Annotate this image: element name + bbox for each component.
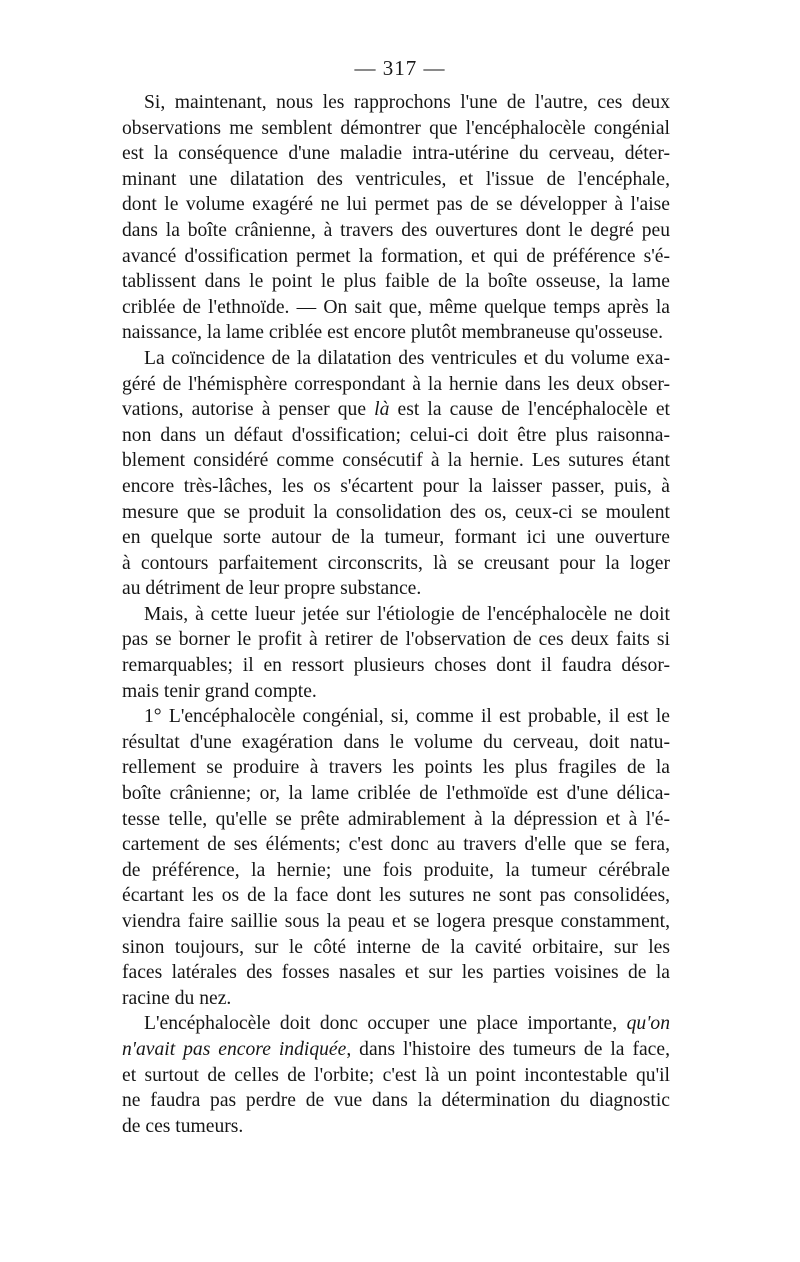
text-line: boîte crânienne; or, la lame criblée de l'ethmoïde est d'une délica- [122, 783, 670, 805]
text-line: non dans un défaut d'ossification; celui-ci doit être plus raisonna- [122, 424, 670, 446]
text-line: pas se borner le profit à retirer de l'observation de ces deux faits si [122, 629, 670, 651]
text-line: avancé d'ossification permet la formation, et qui de préférence s'é- [122, 245, 670, 267]
text-line: 1° L'encéphalocèle congénial, si, comme il est probable, il est le [144, 706, 670, 728]
text-line: dans la boîte crânienne, à travers des ouvertures dont le degré peu [122, 219, 670, 241]
text-line: écartant les os de la face dont les sutures ne sont pas consolidées, [122, 885, 670, 907]
text-line: à contours parfaitement circonscrits, là se creusant pour la loger [122, 552, 670, 574]
text-line-with-emphasis [122, 1011, 670, 1037]
text-line: remarquables; il en ressort plusieurs choses dont il faudra désor- [122, 655, 670, 677]
text-line: encore très-lâches, les os s'écartent pour la laisser passer, puis, à [122, 475, 670, 497]
text-line: en quelque sorte autour de la tumeur, formant ici une ouverture [122, 527, 670, 549]
text-line: racine du nez. [122, 987, 232, 1009]
text-line-with-emphasis [122, 397, 670, 423]
text-line: Mais, à cette lueur jetée sur l'étiologie de l'encéphalocèle ne doit [144, 603, 670, 625]
text-line: criblée de l'ethnoïde. — On sait que, même quelque temps après la [122, 296, 670, 318]
text-line: et surtout de celles de l'orbite; c'est là un point incontestable qu'il [122, 1064, 670, 1086]
text-segment: , dans l'histoire des tumeurs de la face, [346, 1038, 670, 1060]
paragraph [122, 346, 670, 602]
text-segment: est la cause de l'encéphalocèle et [389, 399, 670, 421]
text-line: de ces tumeurs. [122, 1115, 244, 1137]
text-line: au détriment de leur propre substance. [122, 578, 422, 600]
text-line: naissance, la lame criblée est encore plutôt membraneuse qu'osseuse. [122, 322, 664, 344]
text-line: mais tenir grand compte. [122, 680, 317, 702]
text-line: minant une dilatation des ventricules, et l'issue de l'encéphale, [122, 168, 670, 190]
text-line: viendra faire saillie sous la peau et se logera presque constamment, [122, 911, 670, 932]
text-segment: L'encéphalocèle doit donc occuper une place importante, [144, 1013, 627, 1035]
emphasized-phrase: n'avait pas encore indiquée [122, 1038, 347, 1060]
paragraph [122, 602, 670, 704]
text-line: cartement de ses éléments; c'est donc au travers d'elle que se fera, [122, 834, 670, 856]
text-line: ne faudra pas perdre de vue dans la détermination du diagnostic [122, 1090, 670, 1112]
text-line: sinon toujours, sur le côté interne de la cavité orbitaire, sur les [122, 936, 670, 958]
paragraph [122, 704, 670, 1011]
text-line: géré de l'hémisphère correspondant à la hernie dans les deux obser- [122, 373, 670, 395]
text-line: La coïncidence de la dilatation des ventricules et du volume exa- [144, 347, 670, 369]
text-line-with-emphasis [122, 1037, 670, 1063]
paragraph [122, 90, 670, 346]
emphasized-word: là [374, 399, 390, 421]
text-segment: vations, autorise à penser que [122, 399, 375, 421]
text-line: est la conséquence d'une maladie intra-utérine du cerveau, déter- [122, 143, 670, 165]
page-body [122, 90, 670, 1139]
text-line: dont le volume exagéré ne lui permet pas de se développer à l'aise [122, 194, 670, 216]
emphasized-phrase: qu'on [626, 1013, 670, 1035]
text-line: observations me semblent démontrer que l'encéphalocèle congénial [122, 117, 670, 139]
text-line: Si, maintenant, nous les rapprochons l'une de l'autre, ces deux [144, 92, 670, 113]
text-line: blement considéré comme consécutif à la hernie. Les sutures étant [122, 450, 670, 472]
text-line: tesse telle, qu'elle se prête admirablement à la dépression et à l'é- [122, 808, 670, 830]
text-line: mesure que se produit la consolidation des os, ceux-ci se moulent [122, 501, 670, 523]
text-line: de préférence, la hernie; une fois produite, la tumeur cérébrale [122, 859, 670, 881]
text-line: résultat d'une exagération dans le volume du cerveau, doit natu- [122, 731, 670, 753]
text-line: rellement se produire à travers les points les plus fragiles de la [122, 757, 670, 779]
page-number: — 317 — [354, 56, 446, 80]
text-line: tablissent dans le point le plus faible de la boîte osseuse, la lame [122, 271, 670, 293]
text-line: faces latérales des fosses nasales et sur les parties voisines de la [122, 962, 670, 984]
paragraph [122, 1011, 670, 1139]
